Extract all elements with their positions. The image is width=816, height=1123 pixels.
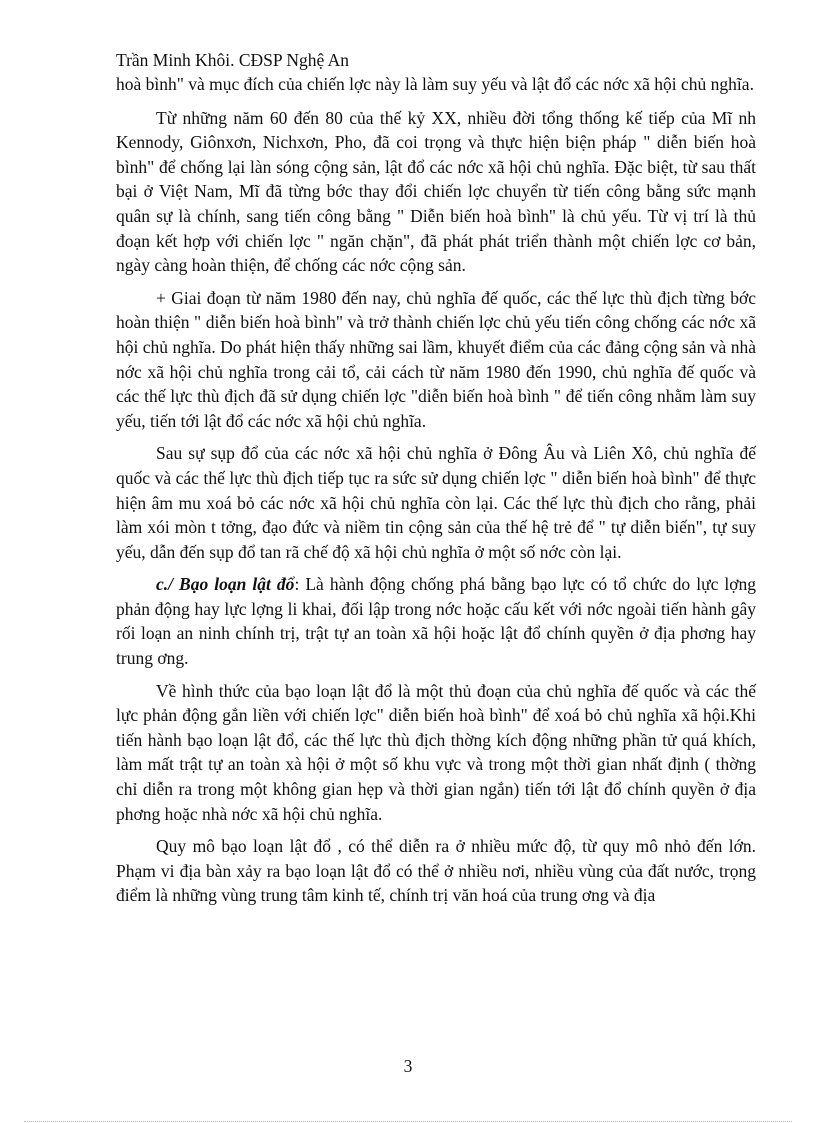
section-heading-riot: c./ Bạo loạn lật đổ (156, 574, 295, 595)
paragraph-riot-scale: Quy mô bạo loạn lật đổ , có thể diễn ra ở nhiều mức độ, từ quy mô nhỏ đến lớn. Phạm vi địa bàn xảy ra bạo loạn lật đổ có thể ở nhiều nơi, nhiều vùng của đất nước, trọng điểm là những vùng trung tâm kinh tế, chính trị văn hoá của trung ơng và địa (116, 836, 756, 906)
page-number: 3 (403, 1056, 413, 1076)
paragraph-us-presidents: Từ những năm 60 đến 80 của thế kỷ XX, nhiều đời tổng thống kế tiếp của Mĩ nh Kennody, Giônxơn, Nichxơn, Pho, đã coi trọng và thực hiện biện pháp " diễn biến hoà bình" để chống lại làn sóng cộng sản, lật đổ các nớc xã hội chủ nghĩa. Đặc biệt, từ sau thất bại ở Việt Nam, Mĩ đã từng bớc thay đổi chiến lợc chuyển từ tiến công bằng sức mạnh quân sự là chính, sang tiến công bằng " Diễn biến hoà bình" là chủ yếu. Từ vị trí là thủ đoạn kết hợp với chiến lợc " ngăn chặn", đã phát phát triển thành một chiến lợc cơ bản, ngày càng hoàn thiện, để chống các nớc cộng sản. (116, 107, 756, 276)
paragraph-eastern-europe: Sau sự sụp đổ của các nớc xã hội chủ nghĩa ở Đông Âu và Liên Xô, chủ nghĩa đế quốc và các thế lực thù địch tiếp tục ra sức sử dụng chiến lợc " diễn biến hoà bình" để thực hiện âm mu xoá bỏ các nớc xã hội chủ nghĩa còn lại. Các thế lực thù địch cho rằng, phải làm xói mòn t tởng, đạo đức và niềm tin cộng sản của thế hệ trẻ để " tự diễn biến", tự suy yếu, dẫn đến sụp đổ tan rã chế độ xã hội chủ nghĩa ở một số nớc còn lại. (116, 443, 756, 562)
body-text (116, 72, 756, 916)
author-header: Trần Minh Khôi. CĐSP Nghệ An (116, 50, 350, 70)
paragraph-riot-form: Về hình thức của bạo loạn lật đổ là một thủ đoạn của chủ nghĩa đế quốc và các thế lực phản động gắn liền với chiến lợc" diễn biến hoà bình" để xoá bỏ chủ nghĩa xã hội.Khi tiến hành bạo loạn lật đổ, các thế lực thù địch thờng kích động những phần tử quá khích, làm mất trật tự an toàn xà hội ở một số khu vực và trong một thời gian nhất định ( thờng chỉ diễn ra trong một không gian hẹp và thời gian ngắn) tiến tới lật đổ chính quyền ở địa phơng hoặc nhà nớc xã hội chủ nghĩa. (116, 680, 756, 824)
paragraph-riot-definition (116, 572, 756, 670)
paragraph-period-1980: + Giai đoạn từ năm 1980 đến nay, chủ nghĩa đế quốc, các thế lực thù địch từng bớc hoàn thiện " diễn biến hoà bình" và trở thành chiến lợc chủ yếu tiến công chống các nớc xã hội chủ nghĩa. Do phát hiện thấy những sai lầm, khuyết điểm của các đảng cộng sản và nhà nớc xã hội chủ nghĩa trong cải tổ, cải cách từ năm 1980 đến 1990, chủ nghĩa đế quốc và các thế lực thù địch đã sử dụng chiến lợc "diễn biến hoà bình " để tiến công nhằm làm suy yếu, tiến tới lật đổ các nớc xã hội chủ nghĩa. (116, 287, 756, 431)
page-bottom-divider (24, 1121, 792, 1122)
paragraph-continuation: hoà bình" và mục đích của chiến lợc này là làm suy yếu và lật đổ các nớc xã hội chủ nghĩa. (116, 74, 754, 94)
riot-definition-text: : Là hành động chống phá bằng bạo lực có tổ chức do lực lợng phản động hay lực lợng li khai, đối lập trong nớc hoặc cấu kết với nớc ngoài tiến hành gây rối loạn an ninh chính trị, trật tự an toàn xã hội hoặc lật đổ chính quyền ở địa phơng hay trung ơng. (116, 574, 756, 669)
